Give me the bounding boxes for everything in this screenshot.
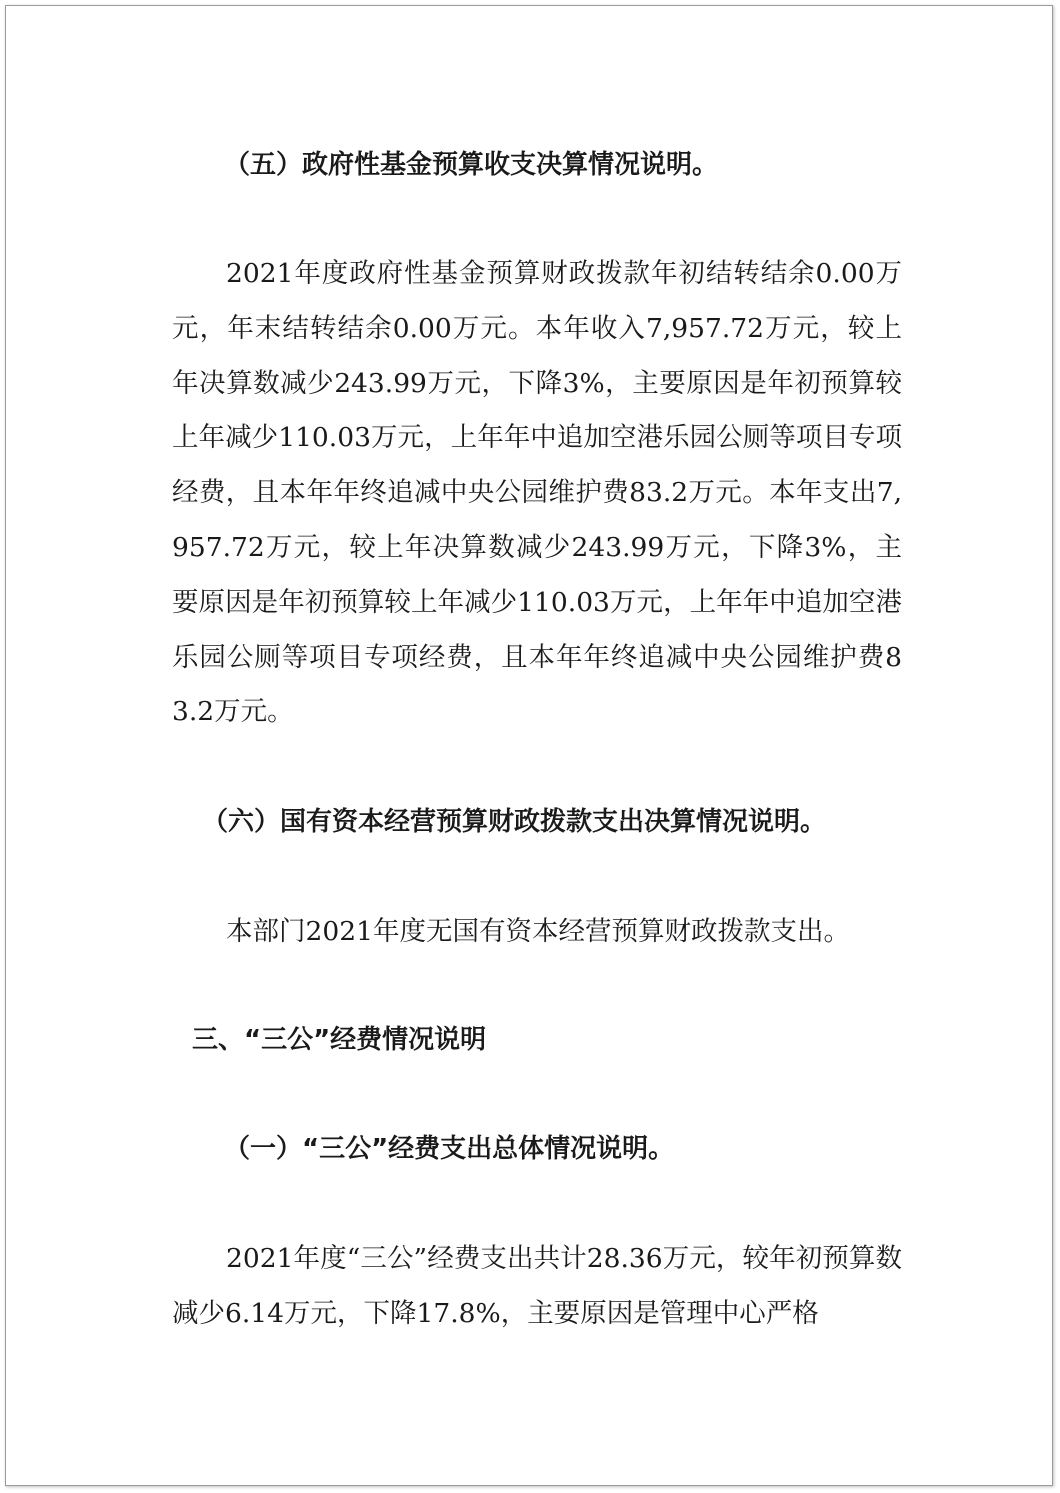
section-5-paragraph: 2021年度政府性基金预算财政拨款年初结转结余0.00万元，年末结转结余0.00万元。本年收入7,957.72万元，较上年决算数减少243.99万元，下降3%，主要原因是年初预算较上年减少110.03万元，上年年中追加空港乐园公厕等项目专项经费，且本年年终追减中央公园维护费83.2万元。本年支出7,957.72万元，较上年决算数减少243.99万元，下降3%，主要原因是年初预算较上年减少110.03万元，上年年中追加空港乐园公厕等项目专项经费，且本年年终追减中央公园维护费83.2万元。	[172, 258, 902, 728]
part-3-heading: 三、“三公”经费情况说明	[192, 1025, 487, 1055]
section-6-paragraph: 本部门2021年度无国有资本经营预算财政拨款支出。	[226, 916, 850, 947]
document-page	[5, 5, 1053, 1486]
section-5-heading: （五）政府性基金预算收支决算情况说明。	[224, 150, 719, 180]
section-6-heading: （六）国有资本经营预算财政拨款支出决算情况说明。	[202, 807, 827, 837]
part-3-subsection-1-paragraph: 2021年度“三公”经费支出共计28.36万元，较年初预算数减少6.14万元，下降17.8%，主要原因是管理中心严格	[172, 1243, 902, 1329]
part-3-subsection-1-heading: （一）“三公”经费支出总体情况说明。	[224, 1134, 675, 1164]
